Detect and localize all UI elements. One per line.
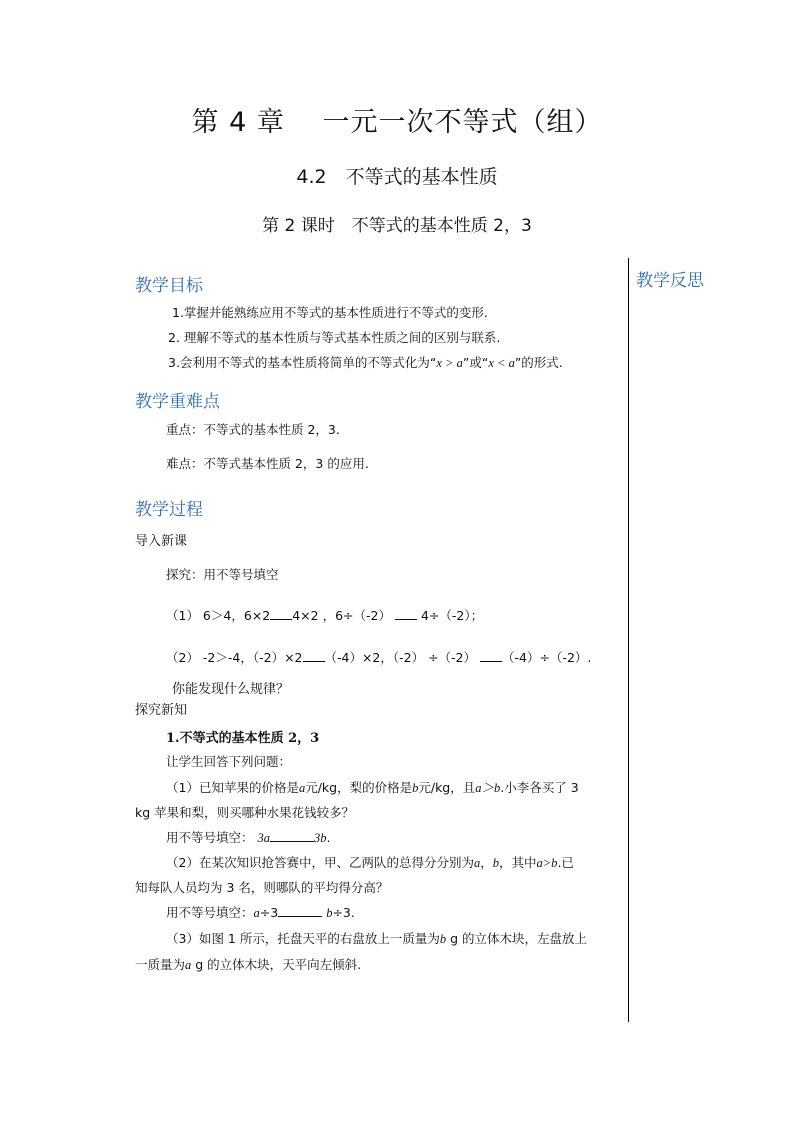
problem-3-line-2: 一质量为a g 的立体木块，天平向左倾斜. [135, 957, 362, 972]
objective-item-2: 2. 理解不等式的基本性质与等式基本性质之间的区别与联系. [168, 330, 501, 345]
answer-blank[interactable] [303, 649, 325, 663]
instruction-text: 让学生回答下列问题： [166, 754, 292, 769]
problem-1-line-1: （1）已知苹果的价格是a元/kg，梨的价格是b元/kg，且a＞b.小李各买了 3 [166, 780, 579, 795]
process-heading: 教学过程 [135, 500, 203, 520]
problem-1-fill: 用不等号填空： 3a 3b. [166, 830, 331, 845]
explore-prompt: 探究：用不等号填空 [166, 567, 279, 582]
problem-1-line-2: kg 苹果和梨，则买哪种水果花钱较多？ [135, 805, 355, 820]
problem-2-line-2: 知每队人员均为 3 名，则哪队的平均得分高？ [135, 880, 389, 895]
new-knowledge-heading: 探究新知 [135, 703, 188, 718]
answer-blank[interactable] [480, 649, 502, 663]
objectives-heading: 教学目标 [135, 276, 203, 296]
focus-point: 重点：不等式的基本性质 2，3. [166, 422, 340, 437]
question-1: （1） 6＞4，6×2 4×2 ，6÷（-2） 4÷（-2）； [166, 608, 484, 623]
intro-heading: 导入新课 [135, 534, 188, 549]
answer-blank[interactable] [395, 607, 417, 621]
section-subtitle: 4.2 不等式的基本性质 [296, 166, 498, 188]
problem-3-line-1: （3）如图 1 所示，托盘天平的右盘放上一质量为b g 的立体木块，左盘放上 [166, 931, 587, 946]
keypoints-heading: 教学重难点 [135, 392, 220, 412]
chapter-title: 第 4 章 一元一次不等式（组） [191, 107, 603, 138]
objective-item-1: 1.掌握并能熟练应用不等式的基本性质进行不等式的变形. [172, 305, 488, 320]
answer-blank[interactable] [278, 904, 322, 918]
column-divider [628, 258, 629, 1022]
answer-blank[interactable] [270, 607, 292, 621]
difficulty-point: 难点：不等式基本性质 2，3 的应用. [166, 456, 369, 471]
problem-2-fill: 用不等号填空：a÷3 b÷3. [166, 905, 355, 920]
objective-item-3: 3.会利用不等式的基本性质将简单的不等式化为“x > a”或“x < a”的形式. [168, 355, 563, 370]
pattern-question: 你能发现什么规律？ [172, 682, 290, 697]
lesson-title: 第 2 课时 不等式的基本性质 2，3 [262, 216, 532, 236]
answer-blank[interactable] [270, 829, 314, 843]
question-2: （2） -2＞-4，（-2）×2 （-4）×2，（-2） ÷（-2） （-4）÷（-2）. [166, 650, 592, 665]
problem-2-line-1: （2）在某次知识抢答赛中，甲、乙两队的总得分分别为a，b，其中a>b.已 [166, 855, 574, 870]
reflection-heading: 教学反思 [636, 271, 704, 291]
property-heading: 1.不等式的基本性质 2，3 [166, 731, 320, 746]
